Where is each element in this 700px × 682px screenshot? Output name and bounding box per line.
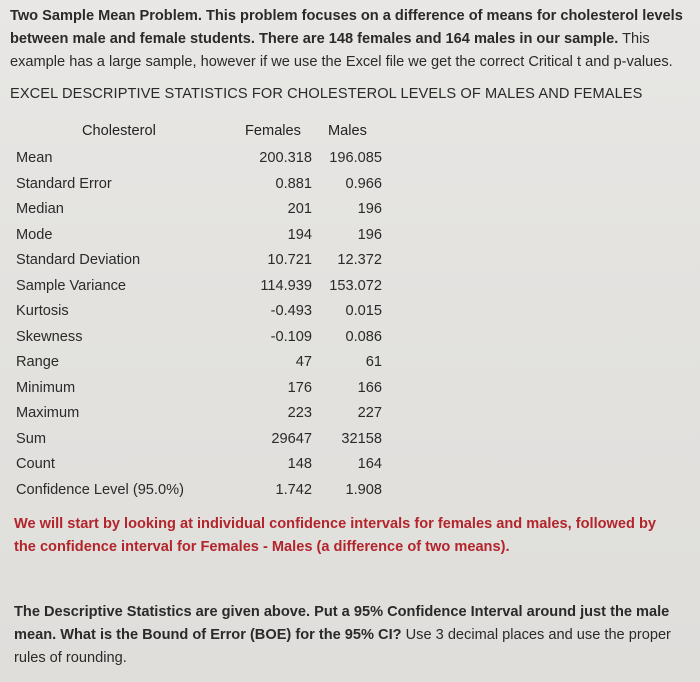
row-label: Range [16, 354, 60, 370]
females-value: 148 [287, 456, 312, 472]
intro-paragraph [10, 5, 688, 74]
question-paragraph [14, 601, 684, 670]
table-row [0, 252, 420, 272]
row-label: Sample Variance [16, 277, 127, 294]
females-value: 200.318 [259, 150, 312, 166]
males-value: 61 [365, 354, 382, 370]
row-label: Minimum [16, 379, 76, 396]
header-males: Males [328, 123, 367, 139]
males-value: 0.966 [345, 175, 382, 192]
females-value: 29647 [271, 430, 312, 447]
males-value: 196.085 [329, 150, 382, 166]
table-row [0, 380, 420, 400]
males-value: 196 [357, 201, 382, 217]
confidence-interval-note: We will start by looking at individual confidence intervals for females and males, followed by the confidence interval for Females - Males (a difference of two means). [14, 516, 657, 555]
table-row [0, 176, 420, 196]
table-row [0, 150, 420, 170]
males-value: 227 [357, 405, 382, 421]
row-label: Confidence Level (95.0%) [16, 481, 184, 498]
intro-bold-text: Two Sample Mean Problem. This problem focuses on a difference of means for cholesterol levels between male and female students. There are 148 females and 164 males in our sample. [10, 8, 683, 47]
males-value: 196 [357, 226, 382, 243]
row-label: Mean [16, 150, 53, 166]
table-row [0, 329, 420, 349]
males-value: 1.908 [345, 481, 382, 498]
females-value: -0.109 [270, 328, 312, 345]
males-value: 32158 [341, 430, 382, 447]
females-value: 223 [287, 405, 312, 421]
row-label: Sum [16, 430, 47, 447]
row-label: Count [16, 456, 55, 472]
row-label: Standard Deviation [16, 252, 141, 268]
males-value: 164 [357, 456, 382, 472]
row-label: Median [16, 201, 64, 217]
intro-normal-text: This example has a large sample, however if we use the Excel file we get the correct Critical t and p-values. [10, 31, 673, 70]
females-value: 194 [287, 226, 312, 243]
row-label: Mode [16, 226, 53, 243]
question-normal-text: Use 3 decimal places and use the proper rules of rounding. [14, 627, 671, 666]
header-cholesterol: Cholesterol [82, 123, 156, 139]
table-row [0, 456, 420, 476]
table-row [0, 354, 420, 374]
table-row [0, 303, 420, 323]
females-value: 0.881 [275, 175, 312, 192]
table-row [0, 278, 420, 298]
table-row [0, 405, 420, 425]
table-row [0, 431, 420, 451]
table-row [0, 482, 420, 502]
question-bold-text: The Descriptive Statistics are given above. Put a 95% Confidence Interval around just the male mean. What is the Bound of Error (BOE) for the 95% CI? [14, 604, 670, 643]
males-value: 12.372 [337, 252, 382, 268]
row-label: Maximum [16, 405, 80, 421]
females-value: -0.493 [270, 303, 312, 319]
males-value: 0.015 [345, 303, 382, 319]
females-value: 201 [287, 201, 312, 217]
excel-stats-title: EXCEL DESCRIPTIVE STATISTICS FOR CHOLESTEROL LEVELS OF MALES AND FEMALES [10, 86, 643, 102]
table-row [0, 227, 420, 247]
females-value: 1.742 [275, 481, 312, 498]
table-row [0, 201, 420, 221]
row-label: Standard Error [16, 175, 112, 192]
males-value: 153.072 [329, 277, 382, 294]
females-value: 114.939 [260, 277, 312, 294]
row-label: Kurtosis [16, 303, 69, 319]
row-label: Skewness [16, 328, 83, 345]
males-value: 166 [357, 379, 382, 396]
males-value: 0.086 [345, 328, 382, 345]
females-value: 47 [295, 354, 312, 370]
females-value: 176 [287, 379, 312, 396]
females-value: 10.721 [267, 252, 312, 268]
header-females: Females [245, 123, 301, 139]
